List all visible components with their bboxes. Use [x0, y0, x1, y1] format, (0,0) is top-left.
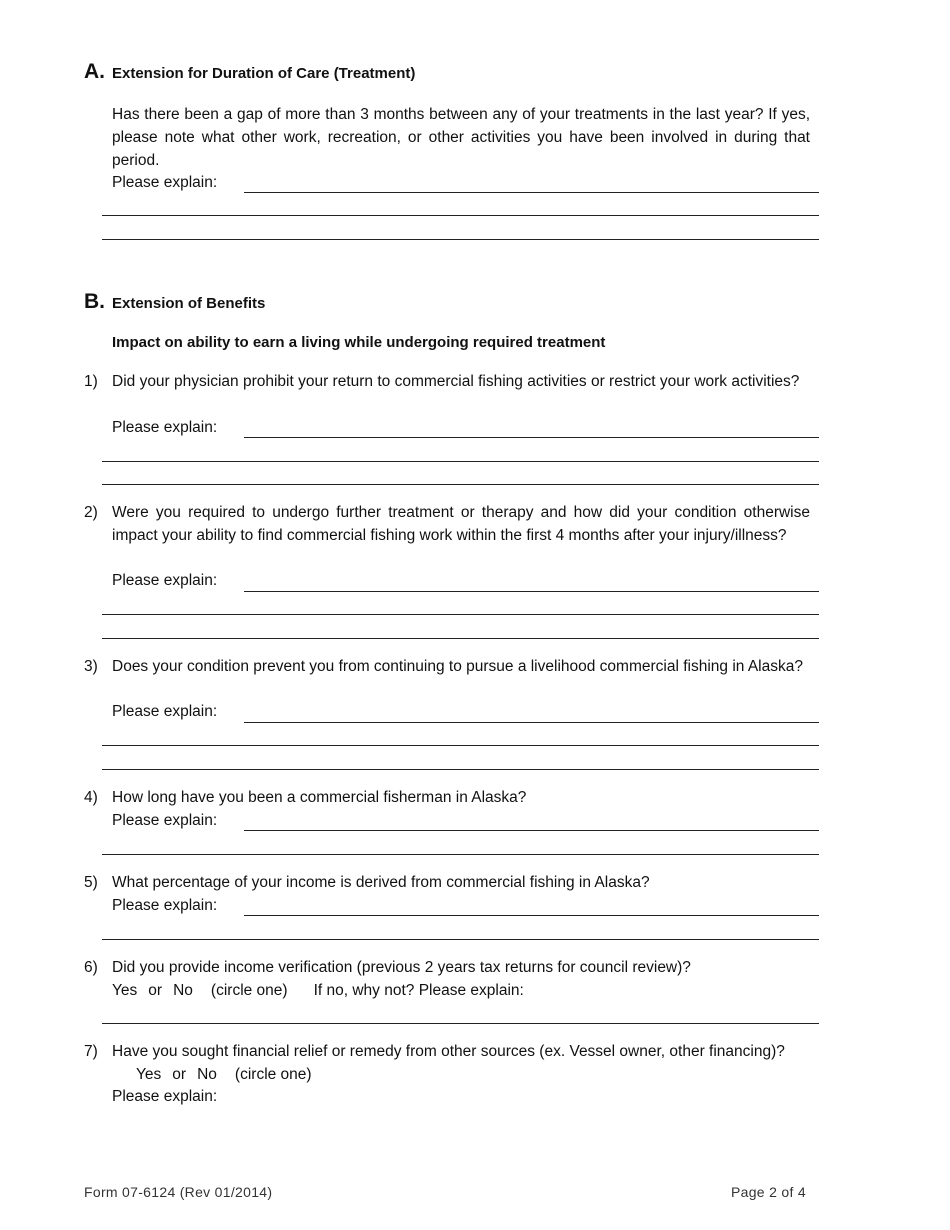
question-7-body	[112, 1040, 792, 1086]
section-a-explain-label: Please explain:	[112, 174, 218, 191]
question-4-answer-line-2[interactable]	[102, 854, 819, 855]
question-1-explain-label: Please explain:	[112, 419, 218, 436]
question-1-number: 1)	[84, 373, 98, 390]
question-7-yes-option[interactable]: Yes	[136, 1066, 162, 1083]
question-1-text: Did your physician prohibit your return to commercial fishing activities or restrict your work activities?	[112, 373, 800, 390]
question-7-circle-note: (circle one)	[234, 1066, 312, 1083]
question-3-number: 3)	[84, 658, 98, 675]
question-4-text: How long have you been a commercial fisherman in Alaska?	[112, 789, 527, 806]
question-3-answer-line-1[interactable]	[244, 722, 819, 723]
question-5-answer-line-1[interactable]	[244, 915, 819, 916]
question-6-text: Did you provide income verification (previous 2 years tax returns for council review)?	[112, 959, 691, 976]
section-a-title: Extension for Duration of Care (Treatment)	[112, 65, 416, 82]
question-2-explain-label: Please explain:	[112, 572, 218, 589]
question-1-answer-line-2[interactable]	[102, 461, 819, 462]
question-7-explain-label: Please explain:	[112, 1088, 218, 1105]
question-4-answer-line-1[interactable]	[244, 830, 819, 831]
question-7-or-word: or	[172, 1066, 187, 1083]
question-6-no-option[interactable]: No	[173, 982, 193, 999]
section-a-letter: A.	[84, 60, 105, 83]
question-2-text: Were you required to undergo further treatment or therapy and how did your condition otherwise impact your ability to find commercial fishing work within the first 4 months after your injury/illness?	[112, 504, 810, 544]
question-1-answer-line-1[interactable]	[244, 437, 819, 438]
question-4-explain-label: Please explain:	[112, 812, 218, 829]
question-5-answer-line-2[interactable]	[102, 939, 819, 940]
question-6-or-word: or	[148, 982, 163, 999]
question-7-number: 7)	[84, 1043, 98, 1060]
page-number: Page 2 of 4	[731, 1184, 806, 1200]
form-id: Form 07-6124 (Rev 01/2014)	[84, 1184, 273, 1200]
question-5-text: What percentage of your income is derived from commercial fishing in Alaska?	[112, 874, 650, 891]
section-a-answer-line-2[interactable]	[102, 215, 819, 216]
question-6-followup: If no, why not? Please explain:	[313, 982, 524, 999]
question-5-number: 5)	[84, 874, 98, 891]
question-5-explain-label: Please explain:	[112, 897, 218, 914]
section-b-letter: B.	[84, 290, 105, 313]
section-a-answer-line-3[interactable]	[102, 239, 819, 240]
question-1-answer-line-3[interactable]	[102, 484, 819, 485]
question-6-number: 6)	[84, 959, 98, 976]
question-2-answer-line-3[interactable]	[102, 638, 819, 639]
section-b-title: Extension of Benefits	[112, 295, 266, 312]
question-3-text: Does your condition prevent you from continuing to pursue a livelihood commercial fishing in Alaska?	[112, 658, 803, 675]
question-3-answer-line-2[interactable]	[102, 745, 819, 746]
section-a-answer-line-1[interactable]	[244, 192, 819, 193]
question-2-number: 2)	[84, 504, 98, 521]
section-b-subtitle: Impact on ability to earn a living while undergoing required treatment	[112, 334, 606, 351]
question-6-circle-note: (circle one)	[210, 982, 288, 999]
question-3-explain-label: Please explain:	[112, 703, 218, 720]
question-7-text: Have you sought financial relief or remedy from other sources (ex. Vessel owner, other financing)?	[112, 1043, 785, 1060]
question-6-yes-option[interactable]: Yes	[112, 982, 138, 999]
question-3-answer-line-3[interactable]	[102, 769, 819, 770]
question-2-answer-line-1[interactable]	[244, 591, 819, 592]
question-6-answer-line-1[interactable]	[102, 1023, 819, 1024]
question-2-answer-line-2[interactable]	[102, 614, 819, 615]
question-4-number: 4)	[84, 789, 98, 806]
section-a-question: Has there been a gap of more than 3 months between any of your treatments in the last year? If yes, please note what other work, recreation, or other activities you have been involved in during that period.	[112, 106, 810, 169]
question-6-options	[112, 979, 524, 1002]
question-7-no-option[interactable]: No	[197, 1066, 217, 1083]
